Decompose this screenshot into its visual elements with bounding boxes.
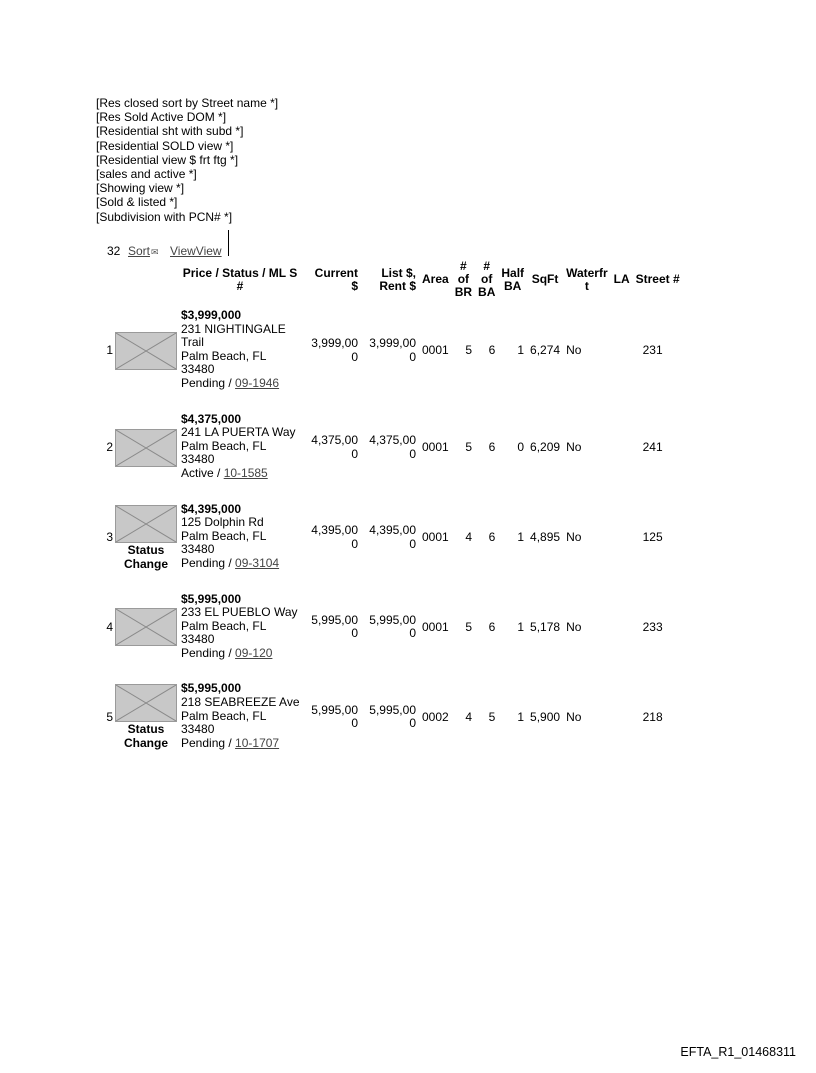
street-number-cell: 218 <box>642 709 663 724</box>
listing-zip: 33480 <box>181 452 215 467</box>
current-price-part1: 4,395,00 <box>311 522 358 537</box>
current-price-part1: 3,999,00 <box>311 336 358 351</box>
listing-status: Pending / <box>181 645 236 660</box>
header-ba[interactable]: # of BA <box>478 259 496 299</box>
row-number: 1 <box>106 342 113 357</box>
list-price-part1: 5,995,00 <box>369 612 416 627</box>
bathrooms-cell: 5 <box>488 709 496 724</box>
sqft-cell: 5,178 <box>530 619 561 634</box>
half-baths-cell: 1 <box>517 619 525 634</box>
photo-cell <box>115 583 177 673</box>
bedrooms-cell: 4 <box>465 709 473 724</box>
list-price-part1: 4,375,00 <box>369 432 416 447</box>
document-id: EFTA_R1_01468311 <box>680 1045 796 1059</box>
list-price <box>361 493 419 583</box>
result-count: 32 <box>107 244 121 258</box>
list-price-part1: 5,995,00 <box>369 702 416 717</box>
sqft-cell: 6,209 <box>530 439 561 454</box>
listing-price: $5,995,000 <box>181 681 242 696</box>
bedrooms-cell: 5 <box>465 439 473 454</box>
current-price <box>303 299 361 403</box>
row-number: 4 <box>106 619 113 634</box>
saved-view-item[interactable]: [Residential sht with subd *] <box>96 124 244 139</box>
photo-cell <box>115 403 177 493</box>
saved-view-item[interactable]: [Subdivision with PCN# *] <box>96 209 233 224</box>
street-number-cell: 241 <box>642 439 663 454</box>
listing-price: $5,995,000 <box>181 591 242 606</box>
list-price-part2: 0 <box>409 626 416 641</box>
status-change-badge: Status Change <box>123 722 168 751</box>
property-summary <box>177 493 303 583</box>
saved-view-item[interactable]: [Residential view $ frt ftg *] <box>96 152 239 167</box>
current-price <box>303 403 361 493</box>
table-header-row <box>102 260 683 299</box>
listing-address: 233 EL PUEBLO Way <box>181 605 298 620</box>
listings-table <box>102 260 683 762</box>
property-summary <box>177 672 303 762</box>
saved-view-item[interactable]: [Res Sold Active DOM *] <box>96 110 227 125</box>
photo-cell <box>115 672 177 762</box>
sort-icon: ✉ <box>151 247 159 257</box>
la-cell <box>611 403 633 493</box>
la-cell <box>611 583 633 673</box>
listing-address: 125 Dolphin Rd <box>181 515 264 530</box>
bathrooms-cell: 6 <box>488 439 496 454</box>
half-baths-cell: 1 <box>517 529 525 544</box>
property-summary <box>177 403 303 493</box>
table-row[interactable] <box>102 583 683 673</box>
header-half-ba[interactable]: Half BA <box>501 265 525 293</box>
waterfront-cell: No <box>566 439 582 454</box>
listing-zip: 33480 <box>181 722 215 737</box>
bathrooms-cell: 6 <box>488 529 496 544</box>
listing-address: 241 LA PUERTA Way <box>181 425 296 440</box>
header-area[interactable]: Area <box>422 272 449 286</box>
bedrooms-cell: 5 <box>465 342 473 357</box>
table-row[interactable] <box>102 299 683 403</box>
table-row[interactable] <box>102 493 683 583</box>
bedrooms-cell: 5 <box>465 619 473 634</box>
header-num <box>102 260 115 299</box>
header-sqft[interactable]: SqFt <box>531 272 559 286</box>
area-cell: 0002 <box>422 709 449 724</box>
photo-placeholder-icon[interactable] <box>115 505 177 543</box>
listing-city: Palm Beach, FL <box>181 438 267 453</box>
area-cell: 0001 <box>422 529 449 544</box>
header-street-num[interactable]: Street # <box>635 272 680 286</box>
property-summary <box>177 583 303 673</box>
header-list-rent[interactable]: List $, Rent $ <box>379 265 416 293</box>
la-cell <box>611 493 633 583</box>
header-photo <box>115 260 177 299</box>
current-price-part1: 5,995,00 <box>311 612 358 627</box>
bathrooms-cell: 6 <box>488 342 496 357</box>
photo-placeholder-icon[interactable] <box>115 429 177 467</box>
mls-link[interactable]: 09-3104 <box>235 555 280 570</box>
current-price-part2: 0 <box>351 349 358 364</box>
header-current[interactable]: Current $ <box>314 265 358 293</box>
list-price <box>361 583 419 673</box>
saved-view-item[interactable]: [Showing view *] <box>96 181 185 196</box>
listing-price: $3,999,000 <box>181 308 242 322</box>
street-number-cell: 125 <box>642 529 663 544</box>
header-price-status[interactable]: Price / Status / ML S # <box>182 265 298 293</box>
table-row[interactable] <box>102 672 683 762</box>
saved-view-item[interactable]: [Residential SOLD view *] <box>96 138 234 153</box>
half-baths-cell: 1 <box>517 709 525 724</box>
la-cell <box>611 299 633 403</box>
text-cursor <box>228 230 229 256</box>
waterfront-cell: No <box>566 342 582 357</box>
photo-placeholder-icon[interactable] <box>115 684 177 722</box>
list-price <box>361 672 419 762</box>
list-price-part2: 0 <box>409 446 416 461</box>
listing-price: $4,375,000 <box>181 411 242 426</box>
status-change-badge: Status Change <box>123 542 168 571</box>
listing-address: 231 NIGHTINGALE Trail <box>181 321 286 350</box>
listing-status: Active / <box>181 465 224 480</box>
row-number: 3 <box>106 529 113 544</box>
sqft-cell: 5,900 <box>530 709 561 724</box>
photo-placeholder-icon[interactable] <box>115 332 177 370</box>
list-price-part1: 4,395,00 <box>369 522 416 537</box>
mls-link[interactable]: 09-120 <box>235 645 273 660</box>
current-price-part1: 4,375,00 <box>311 432 358 447</box>
mls-link[interactable]: 10-1585 <box>223 465 268 480</box>
current-price <box>303 672 361 762</box>
current-price-part2: 0 <box>351 536 358 551</box>
current-price <box>303 493 361 583</box>
half-baths-cell: 1 <box>517 342 525 357</box>
street-number-cell: 231 <box>642 342 663 357</box>
sort-link[interactable] <box>128 244 159 258</box>
mls-link[interactable]: 09-1946 <box>235 375 280 390</box>
photo-placeholder-icon[interactable] <box>115 608 177 646</box>
half-baths-cell: 0 <box>517 439 525 454</box>
listing-price: $4,395,000 <box>181 501 242 516</box>
listing-zip: 33480 <box>181 542 215 557</box>
property-summary <box>177 299 303 403</box>
photo-cell <box>115 299 177 403</box>
listing-status: Pending / <box>181 375 236 390</box>
saved-view-item[interactable]: [Sold & listed *] <box>96 195 178 210</box>
listing-city: Palm Beach, FL <box>181 528 267 543</box>
table-row[interactable] <box>102 403 683 493</box>
listing-status: Pending / <box>181 555 236 570</box>
list-price-part2: 0 <box>409 536 416 551</box>
list-price <box>361 403 419 493</box>
photo-cell <box>115 493 177 583</box>
current-price-part2: 0 <box>351 446 358 461</box>
area-cell: 0001 <box>422 619 449 634</box>
listing-city: Palm Beach, FL <box>181 618 267 633</box>
saved-views-list <box>96 96 278 224</box>
waterfront-cell: No <box>566 529 582 544</box>
listing-city: Palm Beach, FL <box>181 348 267 363</box>
row-number: 5 <box>106 709 113 724</box>
listing-city: Palm Beach, FL <box>181 708 267 723</box>
listing-zip: 33480 <box>181 632 215 647</box>
sqft-cell: 4,895 <box>530 529 561 544</box>
listing-address: 218 SEABREEZE Ave <box>181 695 300 710</box>
listing-status: Pending / <box>181 735 236 750</box>
view-link[interactable]: ViewView <box>170 244 222 258</box>
list-price <box>361 299 419 403</box>
mls-link[interactable]: 10-1707 <box>235 735 280 750</box>
header-la[interactable]: LA <box>613 272 630 286</box>
current-price-part1: 5,995,00 <box>311 702 358 717</box>
header-br[interactable]: # of BR <box>454 259 473 299</box>
current-price-part2: 0 <box>351 716 358 731</box>
saved-view-item[interactable]: [Res closed sort by Street name *] <box>96 96 279 110</box>
bathrooms-cell: 6 <box>488 619 496 634</box>
sqft-cell: 6,274 <box>530 342 561 357</box>
waterfront-cell: No <box>566 619 582 634</box>
area-cell: 0001 <box>422 342 449 357</box>
list-price-part1: 3,999,00 <box>369 336 416 351</box>
la-cell <box>611 672 633 762</box>
bedrooms-cell: 4 <box>465 529 473 544</box>
current-price-part2: 0 <box>351 626 358 641</box>
list-price-part2: 0 <box>409 716 416 731</box>
header-waterfront[interactable]: Waterfr t <box>566 265 608 293</box>
waterfront-cell: No <box>566 709 582 724</box>
listing-zip: 33480 <box>181 362 215 377</box>
current-price <box>303 583 361 673</box>
saved-view-item[interactable]: [sales and active *] <box>96 167 197 182</box>
row-number: 2 <box>106 439 113 454</box>
list-price-part2: 0 <box>409 349 416 364</box>
sort-label: Sort <box>128 244 151 258</box>
area-cell: 0001 <box>422 439 449 454</box>
street-number-cell: 233 <box>642 619 663 634</box>
